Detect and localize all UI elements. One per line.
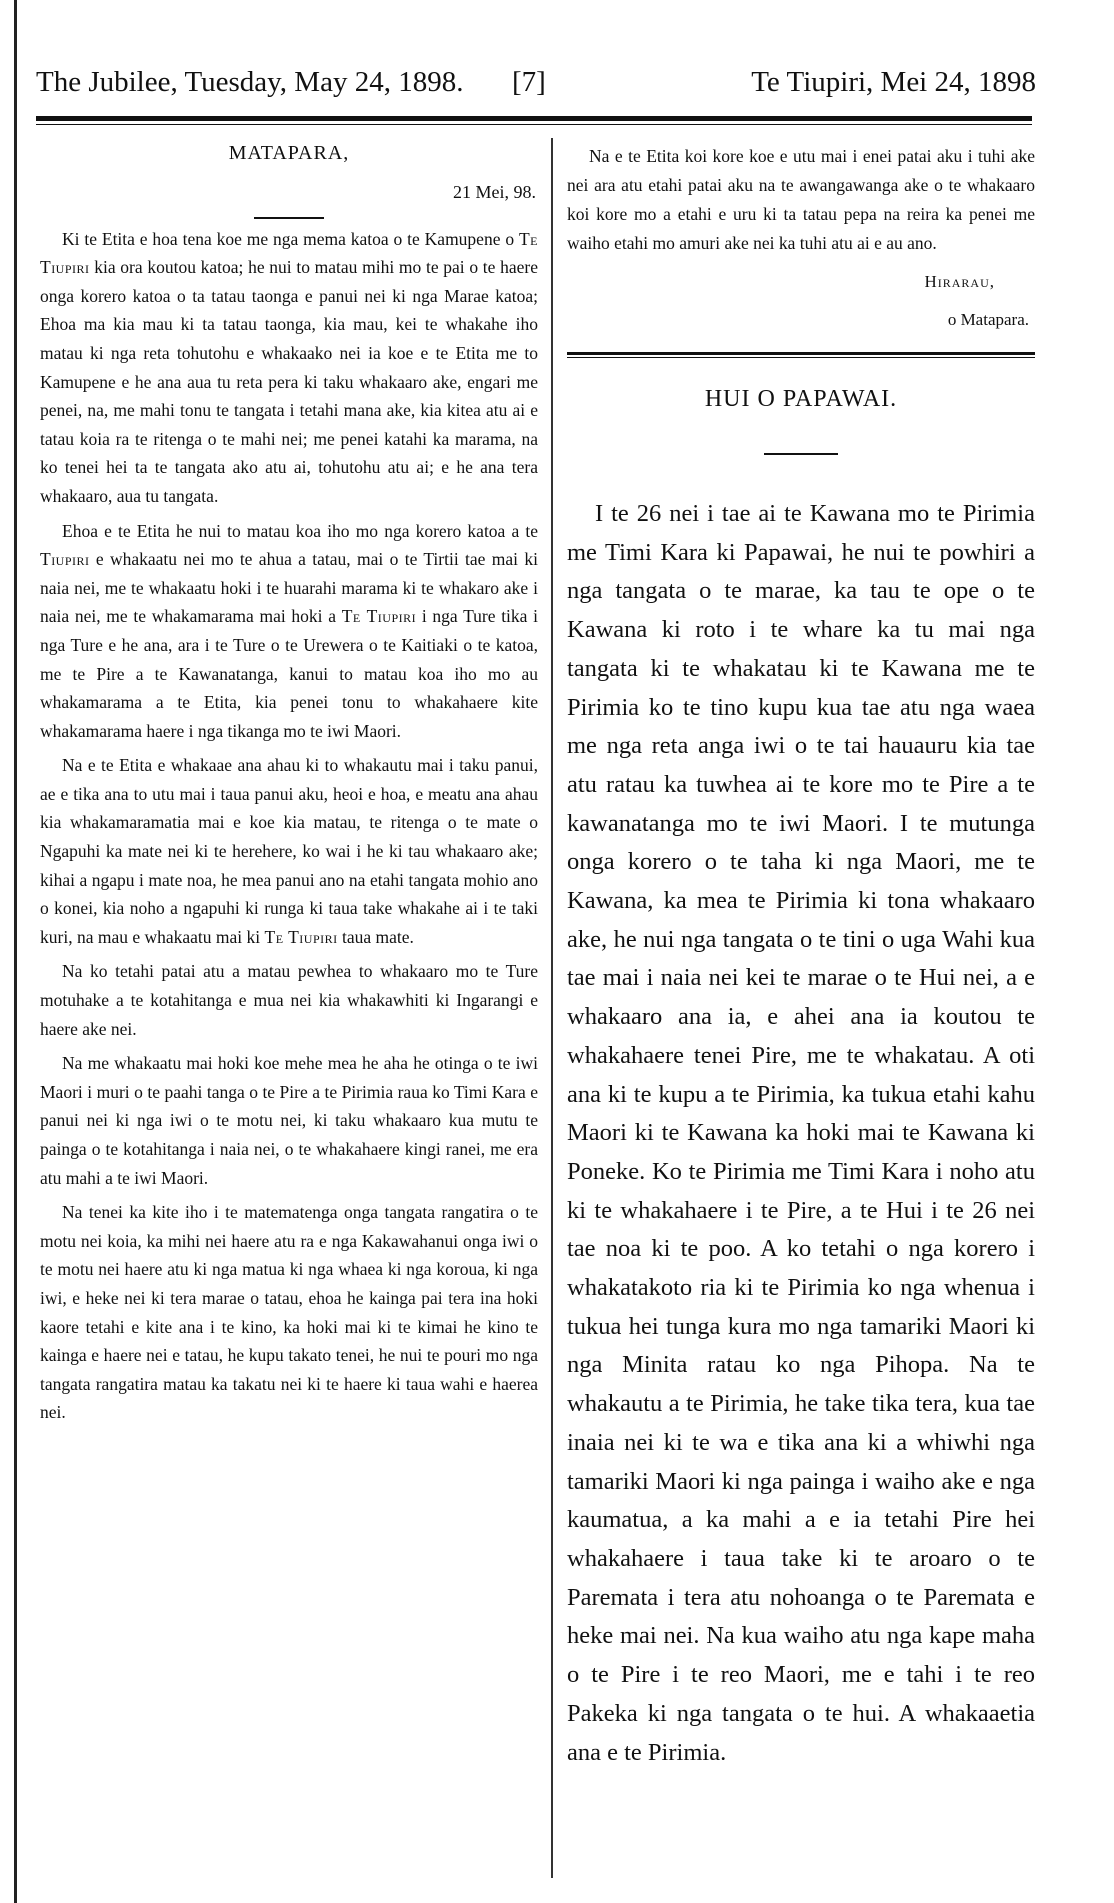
page-header: [36, 66, 1036, 106]
article-title: HUI O PAPAWAI.: [704, 386, 898, 412]
letter-date: 21 Mei, 98.: [453, 182, 536, 202]
newspaper-name: Te Tiupiri: [40, 228, 538, 278]
article-title-separator: [764, 453, 838, 455]
section-rule-thin: [567, 357, 1035, 358]
column-divider: [551, 138, 553, 1878]
letter-continuation: Na e te Etita koi kore koe e utu mai i enei patai aku i tuhi ake nei ara atu etahi patai aku na te awangawanga ake o te whakaaro koi kore mo a etahi e uru ki ta tatau pepa na reira ka penei me waiho etahi mo amuri ake nei ka tuhi atu ai e au ano.: [567, 146, 1035, 253]
title-separator: [254, 217, 324, 219]
article-body: I te 26 nei i tae ai te Kawana mo te Pirimia me Timi Kara ki Papawai, he nui te powhiri a nga tangata o te marae, ka tau te ope o te Kawana ki roto i te whare ka tu mai nga tangata ki te whakatau ki te Kawana me te Pirimia ko te tino kupu kua tae atu nga waea me nga reta anga iwi o te tai hauauru kia tae atu ratau ka tuwhea ai te kore mo te Pire a te kawanatanga mo te iwi Maori. I te mutunga onga korero o te taha ki nga Maori, me te Kawana, ka mea te Pirimia ki tona whakaaro ake, he nui nga tangata o te tini o uga Wahi kua tae mai i naia nei kei te marae o te Hui nei, a e whakaaro ana ia, e ahei ana ia koutou te whakahaere tenei Pire, me te whakatau. A oti ana ki te kupu a te Pirimia, ka tukua etahi kahu Maori ki te Kawana ka hoki mai te Kawana ki Poneke. Ko te Pirimia me Timi Kara i noho atu ki te whakahaere i te Pire, a te Hui i te 26 nei tae noa ki te poo. A ko tetahi o nga korero i whakatakoto ria ki te Pirimia ko nga whenua i tukua hei tunga kura mo nga tamariki Maori ki nga Minita ratau ko nga Pihopa. Na te whakautu a te Pirimia, he take tika tera, kua tae inaia nei ki te wa e tika ana ki a whiwhi nga tamariki Maori ki nga painga i waiho ake e nga kaumatua, a ka mahi a e ia tetahi Pire hei whakahaere i taua take ki te aroaro o te Paremata i tera atu nohoanga o te Paremata e heke mai nei. Na kua waiho atu nga kape maha o te Pire i te reo Maori, me e tahi i te reo Pakeka ki nga tangata o te hui. A whakaaetia ana e te Pirimia.: [567, 500, 1035, 1766]
left-column: [40, 138, 538, 1433]
header-rule-thin: [36, 124, 1032, 125]
page-number: [7]: [512, 66, 546, 98]
letter-signature-place: o Matapara.: [947, 310, 1029, 329]
header-maori-masthead: Te Tiupiri, Mei 24, 1898: [751, 66, 1036, 98]
newspaper-name: Tiupiri: [40, 549, 90, 570]
letter-paragraph-5: Na me whakaatu mai hoki koe mehe mea he aha he otinga o te iwi Maori i muri o te paahi tanga o te Pire a te Pirimia raua ko Timi Kara e panui nei ki nga iwi o te motu nei, ki taku whakaaro kua mutu te painga o te kotahitanga i naia nei, o te whakahaere kingi ranei, me era atu mahi a te iwi Maori.: [40, 1053, 538, 1188]
header-rule-thick: [36, 116, 1032, 121]
newspaper-name: Te Tiupiri: [341, 606, 417, 627]
header-english-masthead: The Jubilee, Tuesday, May 24, 1898.: [36, 66, 464, 98]
letter-paragraph-6: Na tenei ka kite iho i te matematenga onga tangata rangatira o te motu nei koia, ka mihi nei haere atu ra e nga Kakawahanui onga iwi o te motu nei haere atu ki nga matua ki nga whaea ki nga koroua, ki nga iwi, e heke nei ki tera marae o tatau, ehoa he kainga pai tera ina hoki kaore tetahi e kite ana i te kino, ka hoki mai ki te kimai he kino te kainga e haere nei e tatau, he kupu takato tenei, he nui te pouri mo nga tangata rangatira matau ka takatu nei ki te haere ki taua wahi e haerea nei.: [40, 1202, 538, 1423]
letter-paragraph-1: Ki te Etita e hoa tena koe me nga mema katoa o te Kamupene o Te Tiupiri kia ora koutou katoa; he nui to matau mihi mo te pai o te haere onga korero katoa o ta tatau taonga e panui nei ki nga Marae katoa; Ehoa ma kia mau ki ta tatau taonga, kia mau, kei te whakahe iho matau ki nga reta tohutohu e whakaako nei ia koe e te Etita me to Kamupene e he ana aua tu reta pera ki taku whakaaro ake, engari me penei, na, me mahi tonu te tangata i tetahi mana ake, kia kitea atu ai e tatau koia ra te ritenga o te mahi nei; me penei katahi ka marama, na ko tenei hei ta te tangata ako atu ai, tohutohu atu ai; e he ana tera whakaaro, aua tu tangata.: [40, 228, 538, 506]
letter-paragraph-4: Na ko tetahi patai atu a matau pewhea to whakaaro mo te Ture motuhake a te kotahitanga e mua nei kia whakawhiti ki Ingarangi e haere ake nei.: [40, 961, 538, 1039]
letter-signature: Hirarau,: [924, 272, 995, 291]
letter-paragraph-3: Na e te Etita e whakaae ana ahau ki to whakautu mai i taku panui, ae e tika ana to utu mai i taua panui aku, heoi e hoa, e meatu ana ahau kia whakamaramatia mai e koe kia matau, te ritenga o te mate o Ngapuhi ka mate nei ki te herehere, ko wai i he ki tau whakaaro ake; kihai a ngapu i mate noa, he mea panui ano na etahi tangata mohio ano o konei, kia noho a ngapuhi ki runga ki taua take whakahe ai i te taki kuri, na mau e whakaatu mai ki Te Tiupiri taua mate.: [40, 755, 538, 947]
page-binding-edge: [14, 0, 17, 1903]
right-column: [567, 142, 1035, 1772]
letter-title: MATAPARA,: [228, 142, 350, 164]
newspaper-name: Te Tiupiri: [264, 926, 338, 947]
section-rule-thick: [567, 352, 1035, 355]
letter-paragraph-2: Ehoa e te Etita he nui to matau koa iho mo nga korero katoa a te Tiupiri e whakaatu nei mo te ahua a tatau, mai o te Tirtii tae mai ki naia nei, me te whakaatu hoki i te huarahi marama ki te whakaro ake i naia nei, me te whakamarama mai hoki a Te Tiupiri i nga Ture tika i nga Ture e he ana, ara i te Ture o te Urewera o te Kaitiaki o te katoa, me te Pire a te Kawanatanga, kanui to matau koa iho mo au whakamarama a te Etita, kia penei tonu to whakahaere kite whakamarama haere i nga tikanga mo te iwi Maori.: [40, 520, 538, 741]
